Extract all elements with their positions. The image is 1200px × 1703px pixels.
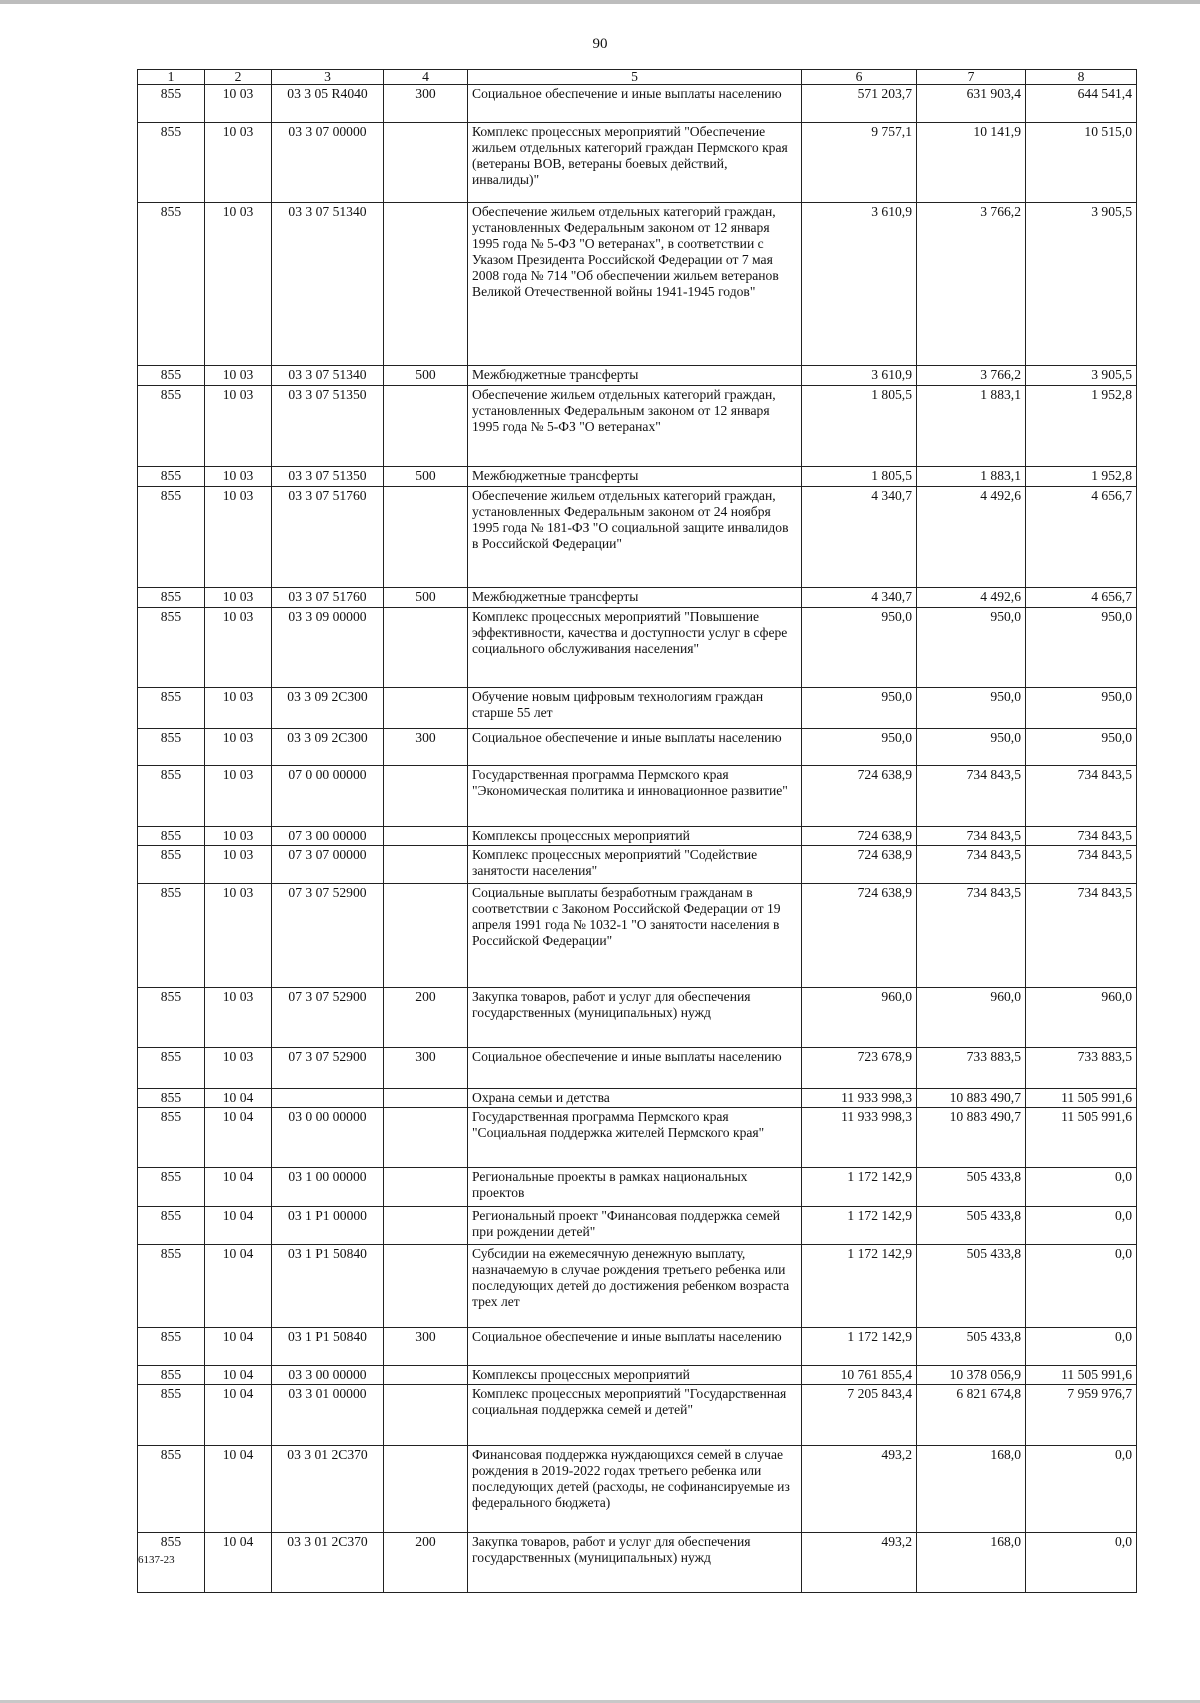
cell-amount-year3: 1 952,8 <box>1026 386 1137 467</box>
table-row <box>138 688 1137 729</box>
cell-expense-type <box>384 884 468 988</box>
cell-expense-type <box>384 1245 468 1328</box>
cell-amount-year2: 505 433,8 <box>917 1168 1026 1207</box>
cell-amount-year2: 734 843,5 <box>917 846 1026 884</box>
cell-section: 10 03 <box>205 729 272 766</box>
cell-section: 10 03 <box>205 588 272 608</box>
cell-description: Обучение новым цифровым технологиям граждан старше 55 лет <box>468 688 802 729</box>
cell-chapter: 855 <box>138 588 205 608</box>
cell-expense-type: 500 <box>384 366 468 386</box>
cell-amount-year3: 950,0 <box>1026 729 1137 766</box>
cell-description: Социальные выплаты безработным гражданам в соответствии с Законом Российской Федерации от 19 апреля 1991 года № 1032-1 "О занятости населения в Российской Федерации" <box>468 884 802 988</box>
cell-expense-type <box>384 123 468 203</box>
cell-target-article: 03 3 07 00000 <box>272 123 384 203</box>
cell-description: Социальное обеспечение и иные выплаты населению <box>468 729 802 766</box>
cell-section: 10 03 <box>205 608 272 688</box>
cell-chapter: 855 <box>138 1048 205 1089</box>
cell-amount-year2: 10 378 056,9 <box>917 1366 1026 1385</box>
table-row <box>138 85 1137 123</box>
cell-amount-year2: 505 433,8 <box>917 1328 1026 1366</box>
cell-amount-year2: 3 766,2 <box>917 203 1026 366</box>
cell-expense-type <box>384 386 468 467</box>
table-row <box>138 884 1137 988</box>
cell-expense-type <box>384 1207 468 1245</box>
scan-edge-top <box>0 0 1200 4</box>
cell-amount-year1: 1 172 142,9 <box>802 1168 917 1207</box>
table-row <box>138 487 1137 588</box>
cell-chapter: 855 <box>138 884 205 988</box>
cell-target-article: 07 3 00 00000 <box>272 827 384 846</box>
cell-chapter: 855 <box>138 467 205 487</box>
cell-description: Финансовая поддержка нуждающихся семей в случае рождения в 2019-2022 годах третьего ребенка или последующих детей (расходы, не софинансируемые из федерального бюджета) <box>468 1446 802 1533</box>
cell-description: Комплекс процессных мероприятий "Государственная социальная поддержка семей и детей" <box>468 1385 802 1446</box>
cell-section: 10 03 <box>205 123 272 203</box>
table-row <box>138 846 1137 884</box>
cell-section: 10 04 <box>205 1328 272 1366</box>
cell-amount-year3: 960,0 <box>1026 988 1137 1048</box>
cell-amount-year3: 734 843,5 <box>1026 766 1137 827</box>
cell-description: Обеспечение жильем отдельных категорий граждан, установленных Федеральным законом от 12 января 1995 года № 5-ФЗ "О ветеранах", в соответствии с Указом Президента Российской Федерации от 7 мая 2008 года № 714 "Об обеспечении жильем ветеранов Великой Отечественной войны 1941-1945 годов" <box>468 203 802 366</box>
cell-expense-type: 200 <box>384 1533 468 1593</box>
cell-amount-year3: 734 843,5 <box>1026 884 1137 988</box>
cell-expense-type: 500 <box>384 588 468 608</box>
cell-amount-year2: 10 883 490,7 <box>917 1089 1026 1108</box>
cell-amount-year2: 734 843,5 <box>917 766 1026 827</box>
cell-expense-type <box>384 203 468 366</box>
cell-amount-year1: 950,0 <box>802 729 917 766</box>
table-row <box>138 1446 1137 1533</box>
cell-target-article: 03 3 07 51340 <box>272 203 384 366</box>
col-header-3: 3 <box>272 70 384 85</box>
cell-section: 10 03 <box>205 846 272 884</box>
cell-description: Комплексы процессных мероприятий <box>468 1366 802 1385</box>
cell-section: 10 03 <box>205 827 272 846</box>
cell-expense-type: 300 <box>384 1328 468 1366</box>
cell-amount-year1: 1 805,5 <box>802 386 917 467</box>
cell-description: Комплекс процессных мероприятий "Содействие занятости населения" <box>468 846 802 884</box>
cell-chapter: 855 <box>138 1366 205 1385</box>
table-row <box>138 827 1137 846</box>
table-row <box>138 1168 1137 1207</box>
cell-amount-year3: 0,0 <box>1026 1207 1137 1245</box>
cell-chapter: 855 <box>138 729 205 766</box>
cell-chapter: 855 <box>138 766 205 827</box>
table-row <box>138 366 1137 386</box>
table-row <box>138 588 1137 608</box>
cell-amount-year3: 0,0 <box>1026 1168 1137 1207</box>
col-header-1: 1 <box>138 70 205 85</box>
cell-amount-year3: 11 505 991,6 <box>1026 1366 1137 1385</box>
cell-description: Закупка товаров, работ и услуг для обеспечения государственных (муниципальных) нужд <box>468 1533 802 1593</box>
cell-target-article: 03 1 00 00000 <box>272 1168 384 1207</box>
cell-chapter: 855 <box>138 85 205 123</box>
cell-target-article: 03 3 09 2С300 <box>272 688 384 729</box>
cell-target-article: 03 3 09 00000 <box>272 608 384 688</box>
cell-section: 10 03 <box>205 85 272 123</box>
cell-chapter: 855 <box>138 1089 205 1108</box>
cell-target-article <box>272 1089 384 1108</box>
cell-description: Комплексы процессных мероприятий <box>468 827 802 846</box>
col-header-2: 2 <box>205 70 272 85</box>
cell-expense-type <box>384 846 468 884</box>
cell-amount-year3: 11 505 991,6 <box>1026 1089 1137 1108</box>
cell-section: 10 03 <box>205 988 272 1048</box>
cell-description: Региональный проект "Финансовая поддержка семей при рождении детей" <box>468 1207 802 1245</box>
col-header-4: 4 <box>384 70 468 85</box>
cell-amount-year1: 950,0 <box>802 608 917 688</box>
cell-amount-year1: 493,2 <box>802 1533 917 1593</box>
cell-section: 10 04 <box>205 1533 272 1593</box>
cell-description: Социальное обеспечение и иные выплаты населению <box>468 1328 802 1366</box>
cell-chapter: 855 <box>138 608 205 688</box>
cell-amount-year3: 0,0 <box>1026 1328 1137 1366</box>
cell-target-article: 03 3 01 2С370 <box>272 1446 384 1533</box>
cell-amount-year3: 734 843,5 <box>1026 846 1137 884</box>
cell-amount-year2: 950,0 <box>917 608 1026 688</box>
cell-amount-year3: 10 515,0 <box>1026 123 1137 203</box>
cell-expense-type <box>384 766 468 827</box>
cell-target-article: 03 3 07 51760 <box>272 588 384 608</box>
cell-amount-year3: 0,0 <box>1026 1245 1137 1328</box>
cell-chapter: 855 <box>138 1385 205 1446</box>
table-row <box>138 386 1137 467</box>
cell-section: 10 04 <box>205 1089 272 1108</box>
cell-target-article: 03 3 07 51350 <box>272 467 384 487</box>
cell-section: 10 04 <box>205 1385 272 1446</box>
cell-description: Обеспечение жильем отдельных категорий граждан, установленных Федеральным законом от 24 ноября 1995 года № 181-ФЗ "О социальной защите инвалидов в Российской Федерации" <box>468 487 802 588</box>
cell-description: Межбюджетные трансферты <box>468 366 802 386</box>
table-row <box>138 1366 1137 1385</box>
header-row <box>138 70 1137 85</box>
table-body <box>138 85 1137 1593</box>
cell-expense-type <box>384 487 468 588</box>
cell-expense-type <box>384 1385 468 1446</box>
cell-amount-year2: 168,0 <box>917 1533 1026 1593</box>
cell-section: 10 04 <box>205 1446 272 1533</box>
cell-amount-year2: 505 433,8 <box>917 1245 1026 1328</box>
cell-amount-year1: 11 933 998,3 <box>802 1089 917 1108</box>
cell-amount-year2: 950,0 <box>917 688 1026 729</box>
cell-description: Социальное обеспечение и иные выплаты населению <box>468 1048 802 1089</box>
budget-table <box>137 69 1137 1593</box>
cell-chapter: 855 <box>138 988 205 1048</box>
cell-chapter: 855 <box>138 1328 205 1366</box>
cell-amount-year3: 0,0 <box>1026 1446 1137 1533</box>
cell-description: Государственная программа Пермского края "Экономическая политика и инновационное развитие" <box>468 766 802 827</box>
cell-description: Обеспечение жильем отдельных категорий граждан, установленных Федеральным законом от 12 января 1995 года № 5-ФЗ "О ветеранах" <box>468 386 802 467</box>
cell-chapter: 855 <box>138 1245 205 1328</box>
cell-chapter: 855 <box>138 688 205 729</box>
cell-chapter: 855 <box>138 1446 205 1533</box>
cell-target-article: 07 0 00 00000 <box>272 766 384 827</box>
cell-section: 10 04 <box>205 1207 272 1245</box>
cell-amount-year3: 950,0 <box>1026 608 1137 688</box>
cell-description: Охрана семьи и детства <box>468 1089 802 1108</box>
table-row <box>138 1108 1137 1168</box>
cell-amount-year3: 7 959 976,7 <box>1026 1385 1137 1446</box>
table-row <box>138 729 1137 766</box>
cell-expense-type: 200 <box>384 988 468 1048</box>
cell-amount-year1: 4 340,7 <box>802 487 917 588</box>
cell-expense-type <box>384 1446 468 1533</box>
cell-target-article: 03 3 07 51760 <box>272 487 384 588</box>
cell-target-article: 03 1 Р1 00000 <box>272 1207 384 1245</box>
cell-section: 10 03 <box>205 884 272 988</box>
cell-chapter: 855 <box>138 203 205 366</box>
col-header-7: 7 <box>917 70 1026 85</box>
cell-chapter: 855 <box>138 366 205 386</box>
cell-amount-year1: 3 610,9 <box>802 366 917 386</box>
cell-amount-year2: 4 492,6 <box>917 487 1026 588</box>
cell-expense-type: 300 <box>384 85 468 123</box>
cell-description: Комплекс процессных мероприятий "Повышение эффективности, качества и доступности услуг в сфере социального обслуживания населения" <box>468 608 802 688</box>
page-number: 90 <box>592 36 608 52</box>
cell-amount-year2: 10 141,9 <box>917 123 1026 203</box>
cell-expense-type <box>384 827 468 846</box>
table-row <box>138 1089 1137 1108</box>
cell-target-article: 03 0 00 00000 <box>272 1108 384 1168</box>
col-header-6: 6 <box>802 70 917 85</box>
cell-description: Закупка товаров, работ и услуг для обеспечения государственных (муниципальных) нужд <box>468 988 802 1048</box>
cell-section: 10 03 <box>205 366 272 386</box>
cell-amount-year2: 631 903,4 <box>917 85 1026 123</box>
cell-target-article: 03 3 07 51350 <box>272 386 384 467</box>
cell-amount-year3: 950,0 <box>1026 688 1137 729</box>
cell-amount-year3: 1 952,8 <box>1026 467 1137 487</box>
cell-chapter: 855 <box>138 1533 205 1593</box>
table-row <box>138 608 1137 688</box>
cell-amount-year3: 644 541,4 <box>1026 85 1137 123</box>
table-row <box>138 1245 1137 1328</box>
cell-description: Региональные проекты в рамках национальных проектов <box>468 1168 802 1207</box>
cell-amount-year2: 3 766,2 <box>917 366 1026 386</box>
table-row <box>138 467 1137 487</box>
table-row <box>138 1533 1137 1593</box>
cell-amount-year2: 1 883,1 <box>917 467 1026 487</box>
col-header-5: 5 <box>468 70 802 85</box>
table-row <box>138 123 1137 203</box>
cell-amount-year1: 724 638,9 <box>802 884 917 988</box>
cell-description: Государственная программа Пермского края "Социальная поддержка жителей Пермского края" <box>468 1108 802 1168</box>
cell-expense-type: 300 <box>384 729 468 766</box>
cell-expense-type <box>384 1089 468 1108</box>
cell-amount-year3: 0,0 <box>1026 1533 1137 1593</box>
cell-expense-type <box>384 1168 468 1207</box>
cell-section: 10 03 <box>205 467 272 487</box>
cell-amount-year3: 4 656,7 <box>1026 487 1137 588</box>
cell-amount-year3: 3 905,5 <box>1026 203 1137 366</box>
cell-description: Субсидии на ежемесячную денежную выплату, назначаемую в случае рождения третьего ребенка или последующих детей до достижения ребенком возраста трех лет <box>468 1245 802 1328</box>
cell-amount-year2: 4 492,6 <box>917 588 1026 608</box>
cell-amount-year1: 1 172 142,9 <box>802 1328 917 1366</box>
cell-target-article: 03 3 01 2С370 <box>272 1533 384 1593</box>
cell-chapter: 855 <box>138 386 205 467</box>
cell-target-article: 07 3 07 52900 <box>272 884 384 988</box>
cell-target-article: 03 1 Р1 50840 <box>272 1245 384 1328</box>
cell-section: 10 04 <box>205 1108 272 1168</box>
col-header-8: 8 <box>1026 70 1137 85</box>
table-row <box>138 203 1137 366</box>
cell-section: 10 03 <box>205 688 272 729</box>
cell-target-article: 03 3 09 2С300 <box>272 729 384 766</box>
table-row <box>138 1207 1137 1245</box>
cell-target-article: 03 3 00 00000 <box>272 1366 384 1385</box>
cell-amount-year3: 733 883,5 <box>1026 1048 1137 1089</box>
cell-amount-year2: 505 433,8 <box>917 1207 1026 1245</box>
cell-target-article: 03 1 Р1 50840 <box>272 1328 384 1366</box>
cell-expense-type <box>384 1108 468 1168</box>
cell-amount-year1: 724 638,9 <box>802 827 917 846</box>
cell-section: 10 03 <box>205 487 272 588</box>
cell-amount-year1: 1 172 142,9 <box>802 1245 917 1328</box>
cell-chapter: 855 <box>138 487 205 588</box>
cell-section: 10 03 <box>205 766 272 827</box>
cell-chapter: 855 <box>138 846 205 884</box>
cell-amount-year3: 11 505 991,6 <box>1026 1108 1137 1168</box>
cell-amount-year2: 168,0 <box>917 1446 1026 1533</box>
cell-amount-year1: 723 678,9 <box>802 1048 917 1089</box>
cell-amount-year2: 10 883 490,7 <box>917 1108 1026 1168</box>
cell-amount-year2: 734 843,5 <box>917 884 1026 988</box>
cell-amount-year1: 493,2 <box>802 1446 917 1533</box>
cell-amount-year1: 960,0 <box>802 988 917 1048</box>
table-row <box>138 766 1137 827</box>
cell-target-article: 03 3 01 00000 <box>272 1385 384 1446</box>
cell-amount-year1: 950,0 <box>802 688 917 729</box>
cell-amount-year2: 950,0 <box>917 729 1026 766</box>
cell-target-article: 07 3 07 00000 <box>272 846 384 884</box>
cell-target-article: 07 3 07 52900 <box>272 988 384 1048</box>
table-row <box>138 988 1137 1048</box>
cell-chapter: 855 <box>138 1168 205 1207</box>
cell-chapter: 855 <box>138 1207 205 1245</box>
cell-description: Социальное обеспечение и иные выплаты населению <box>468 85 802 123</box>
cell-amount-year3: 4 656,7 <box>1026 588 1137 608</box>
cell-amount-year1: 3 610,9 <box>802 203 917 366</box>
cell-amount-year3: 3 905,5 <box>1026 366 1137 386</box>
cell-description: Комплекс процессных мероприятий "Обеспечение жильем отдельных категорий граждан Пермского края (ветераны ВОВ, ветераны боевых действий, инвалиды)" <box>468 123 802 203</box>
cell-description: Межбюджетные трансферты <box>468 588 802 608</box>
cell-chapter: 855 <box>138 827 205 846</box>
cell-expense-type: 300 <box>384 1048 468 1089</box>
cell-section: 10 04 <box>205 1366 272 1385</box>
cell-target-article: 03 3 05 R4040 <box>272 85 384 123</box>
cell-expense-type: 500 <box>384 467 468 487</box>
cell-expense-type <box>384 1366 468 1385</box>
cell-amount-year1: 7 205 843,4 <box>802 1385 917 1446</box>
cell-amount-year1: 11 933 998,3 <box>802 1108 917 1168</box>
cell-target-article: 03 3 07 51340 <box>272 366 384 386</box>
document-code: 6137-23 <box>138 1554 175 1566</box>
cell-target-article: 07 3 07 52900 <box>272 1048 384 1089</box>
cell-amount-year2: 1 883,1 <box>917 386 1026 467</box>
cell-amount-year2: 6 821 674,8 <box>917 1385 1026 1446</box>
cell-amount-year2: 960,0 <box>917 988 1026 1048</box>
cell-amount-year1: 9 757,1 <box>802 123 917 203</box>
cell-description: Межбюджетные трансферты <box>468 467 802 487</box>
table-row <box>138 1328 1137 1366</box>
table-row <box>138 1048 1137 1089</box>
cell-amount-year1: 724 638,9 <box>802 846 917 884</box>
table-row <box>138 1385 1137 1446</box>
cell-section: 10 04 <box>205 1245 272 1328</box>
cell-chapter: 855 <box>138 1108 205 1168</box>
cell-amount-year1: 571 203,7 <box>802 85 917 123</box>
cell-amount-year1: 1 805,5 <box>802 467 917 487</box>
cell-section: 10 03 <box>205 1048 272 1089</box>
cell-amount-year2: 733 883,5 <box>917 1048 1026 1089</box>
cell-expense-type <box>384 688 468 729</box>
cell-section: 10 04 <box>205 1168 272 1207</box>
cell-section: 10 03 <box>205 386 272 467</box>
cell-amount-year3: 734 843,5 <box>1026 827 1137 846</box>
cell-expense-type <box>384 608 468 688</box>
cell-section: 10 03 <box>205 203 272 366</box>
cell-amount-year2: 734 843,5 <box>917 827 1026 846</box>
cell-chapter: 855 <box>138 123 205 203</box>
cell-amount-year1: 4 340,7 <box>802 588 917 608</box>
cell-amount-year1: 1 172 142,9 <box>802 1207 917 1245</box>
cell-amount-year1: 10 761 855,4 <box>802 1366 917 1385</box>
cell-amount-year1: 724 638,9 <box>802 766 917 827</box>
